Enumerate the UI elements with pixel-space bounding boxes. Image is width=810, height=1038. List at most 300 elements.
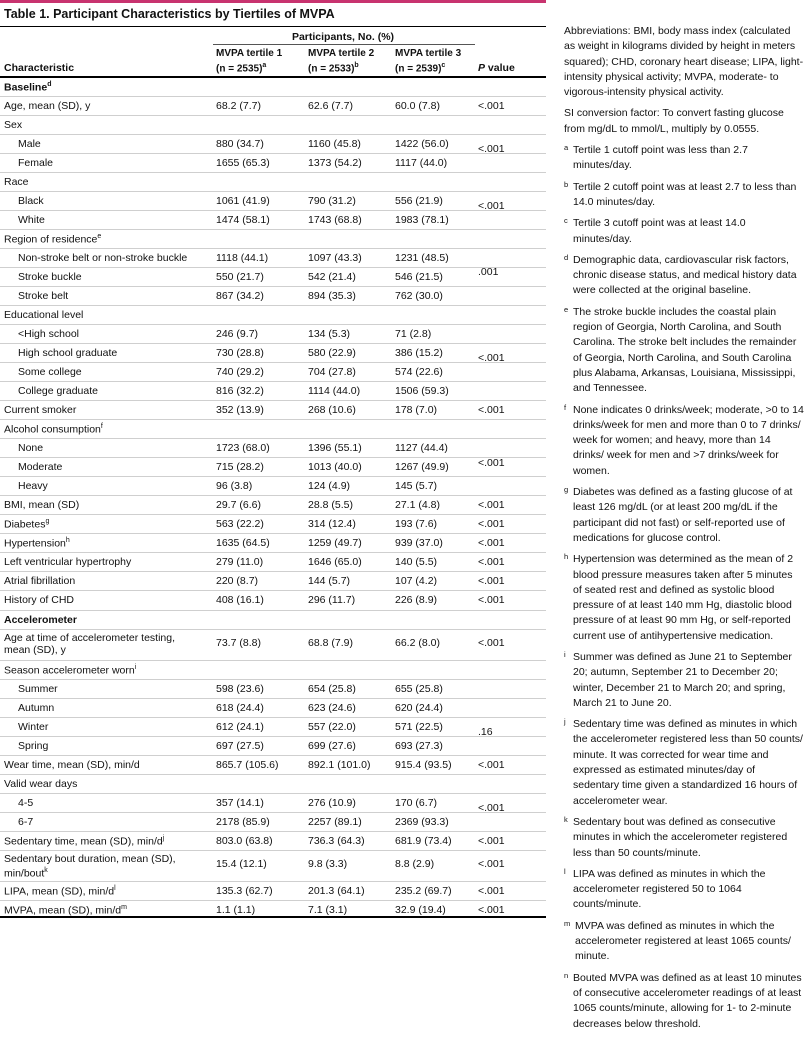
cell-tertile1: 816 (32.2) (216, 385, 264, 397)
characteristic-header: Characteristic (4, 62, 75, 74)
row-label (18, 461, 62, 473)
group-pvalue: <.001 (478, 143, 505, 155)
note-h (564, 552, 804, 644)
table-row-sex (0, 115, 546, 134)
row-label-text: Age at time of accelerometer testing, mean (SD), y (4, 632, 175, 656)
row-label (18, 385, 98, 397)
cell-tertile3: 762 (30.0) (395, 290, 443, 302)
cell-tertile2: 623 (24.6) (308, 702, 356, 714)
cell-tertile1: 279 (11.0) (216, 556, 264, 568)
footnote-marker: m (121, 904, 127, 911)
cell-tertile2: 134 (5.3) (308, 328, 351, 340)
row-label-text: Age, mean (SD), y (4, 100, 91, 112)
cell-tertile3: 2369 (93.3) (395, 816, 449, 828)
row-label (4, 885, 116, 898)
row-label-text: Autumn (18, 702, 55, 714)
row-label-text: Season accelerometer worn (4, 664, 135, 677)
cell-tertile3: 235.2 (69.7) (395, 885, 452, 897)
footnote-marker: g (45, 518, 50, 525)
row-divider (0, 812, 546, 813)
row-divider (0, 514, 546, 515)
col2-line1: MVPA tertile 2 (308, 48, 375, 59)
group-pvalue: <.001 (478, 457, 505, 469)
table-row-sedtime (0, 831, 546, 850)
cell-tertile1: 1.1 (1.1) (216, 904, 256, 916)
note-marker: c (564, 216, 568, 226)
cell-tertile3: 193 (7.6) (395, 518, 438, 530)
row-divider (0, 191, 546, 192)
col1-line1: MVPA tertile 1 (216, 48, 283, 59)
cell-tertile1: 408 (16.1) (216, 594, 264, 606)
row-label-text: None (18, 442, 44, 454)
cell-tertile1: 618 (24.4) (216, 702, 264, 714)
table-row-white (0, 210, 546, 229)
row-label (18, 740, 48, 752)
table-row-d67 (0, 812, 546, 831)
pvalue-header-rest: value (485, 62, 515, 74)
title-rule (0, 26, 546, 27)
row-label-text: Sex (4, 119, 23, 131)
cell-tertile2: 1259 (49.7) (308, 537, 362, 549)
row-divider (0, 343, 546, 344)
cell-pvalue: <.001 (478, 904, 505, 916)
cell-tertile1: 15.4 (12.1) (216, 858, 267, 870)
cell-tertile1: 68.2 (7.7) (216, 100, 261, 112)
footnote-marker: d (47, 81, 52, 88)
cell-tertile2: 1646 (65.0) (308, 556, 362, 568)
table-row-male (0, 134, 546, 153)
note-marker: f (564, 402, 567, 412)
note-b-text: Tertile 2 cutoff point was at least 2.7 to less than 14.0 minutes/day. (573, 180, 797, 208)
cell-tertile3: 1117 (44.0) (395, 157, 448, 169)
cell-tertile3: 66.2 (8.0) (395, 637, 440, 649)
cell-tertile3: 1127 (44.4) (395, 442, 448, 454)
table-row-baseline (0, 77, 546, 96)
cell-tertile1: 880 (34.7) (216, 138, 264, 150)
row-label-text: Summer (18, 683, 58, 695)
row-divider (0, 571, 546, 572)
note-marker: g (564, 485, 569, 495)
table-row-race (0, 172, 546, 191)
table-row-weartime (0, 755, 546, 774)
row-label (4, 537, 70, 550)
note-d-text: Demographic data, cardiovascular risk factors, chronic disease status, and medical history data were collected at the original baseline. (573, 253, 797, 297)
cell-tertile2: 704 (27.8) (308, 366, 356, 378)
row-label-text: LIPA, mean (SD), min/d (4, 885, 115, 898)
note-marker: b (564, 179, 569, 189)
cell-tertile2: 276 (10.9) (308, 797, 356, 809)
note-marker: n (564, 970, 569, 980)
row-label-text: Female (18, 157, 54, 169)
note-marker: j (564, 717, 566, 727)
footnote-marker: f (100, 423, 103, 430)
note-marker: m (564, 918, 571, 928)
table-row-somecol (0, 362, 546, 381)
cell-tertile1: 715 (28.2) (216, 461, 264, 473)
note-m-text: MVPA was defined as minutes in which the accelerometer registered at least 1065 counts/ minute. (575, 919, 791, 963)
col2-n: (n = 2533) (308, 62, 355, 74)
row-label (4, 81, 51, 94)
row-label-text: Spring (18, 740, 49, 752)
cell-tertile1: 1118 (44.1) (216, 252, 269, 264)
row-label (4, 575, 75, 587)
row-label-text: History of CHD (4, 594, 75, 606)
cell-tertile2: 201.3 (64.1) (308, 885, 365, 897)
row-label-text: High school graduate (18, 347, 118, 359)
row-divider (0, 629, 546, 630)
cell-pvalue: <.001 (478, 404, 505, 416)
row-label (18, 271, 82, 283)
row-label (18, 816, 33, 828)
row-label-text: Some college (18, 366, 82, 378)
group-pvalue: .16 (478, 726, 493, 738)
row-label (4, 853, 204, 880)
cell-tertile3: 693 (27.3) (395, 740, 443, 752)
row-label (4, 100, 90, 112)
note-e (564, 305, 804, 397)
row-label-text: 4-5 (18, 797, 34, 809)
row-label (18, 797, 33, 809)
cell-tertile1: 730 (28.8) (216, 347, 264, 359)
note-marker: i (564, 649, 566, 659)
note-abbreviations: Abbreviations: BMI, body mass index (calculated as weight in kilograms divided by height in meters squared); CHD, coronary heart disease; LIPA, light-intensity physical activity; MVPA, moderate- to vigorous-intensity physical activity. (564, 25, 804, 99)
row-label-text: Non-stroke belt or non-stroke buckle (18, 252, 188, 264)
cell-pvalue: <.001 (478, 858, 505, 870)
group-header-rule (213, 44, 475, 45)
row-label-text: Valid wear days (4, 778, 78, 790)
table-row-season (0, 660, 546, 679)
row-label (18, 366, 82, 378)
cell-tertile1: 1061 (41.9) (216, 195, 270, 207)
row-divider (0, 96, 546, 97)
row-divider (0, 476, 546, 477)
cell-pvalue: <.001 (478, 835, 505, 847)
note-c (564, 216, 804, 247)
col1-sup: a (262, 61, 267, 69)
cell-tertile3: 178 (7.0) (395, 404, 438, 416)
pvalue-header-p: P (478, 62, 486, 74)
cell-tertile3: 1267 (49.9) (395, 461, 449, 473)
row-divider (0, 286, 546, 287)
row-label (18, 214, 45, 226)
footnote-marker: h (65, 537, 70, 544)
row-label (18, 480, 48, 492)
cell-tertile1: 563 (22.2) (216, 518, 264, 530)
col2-sup: b (354, 61, 359, 69)
cell-pvalue: <.001 (478, 556, 505, 568)
row-label-text: Baseline (4, 81, 48, 94)
table-row-validdays (0, 774, 546, 793)
row-label (4, 556, 131, 568)
cell-tertile2: 124 (4.9) (308, 480, 351, 492)
row-label-text: Stroke belt (18, 290, 69, 302)
row-label-text: Heavy (18, 480, 48, 492)
cell-tertile3: 1231 (48.5) (395, 252, 449, 264)
cell-tertile1: 612 (24.1) (216, 721, 264, 733)
note-f-text: None indicates 0 drinks/week; moderate, >0 to 14 drinks/week for men and more than 0 to 7 drinks/ week for women; and heavy, more than 14 drinks/ week for men and >7 drinks/week for women. (573, 403, 804, 477)
row-label-text: Left ventricular hypertrophy (4, 556, 132, 568)
row-label-text: Stroke buckle (18, 271, 82, 283)
cell-tertile3: 170 (6.7) (395, 797, 438, 809)
cell-pvalue: <.001 (478, 518, 505, 530)
table-row-buckle (0, 267, 546, 286)
cell-tertile2: 894 (35.3) (308, 290, 356, 302)
note-marker: d (564, 252, 569, 262)
cell-tertile3: 1983 (78.1) (395, 214, 449, 226)
row-label (4, 632, 204, 656)
cell-tertile1: 740 (29.2) (216, 366, 264, 378)
row-label (4, 499, 79, 511)
row-divider (0, 172, 546, 173)
table-row-lvh (0, 552, 546, 571)
row-divider (0, 850, 546, 851)
note-h-text: Hypertension was determined as the mean of 2 blood pressure measures taken after 5 minutes of seated rest and defined as systolic blood pressure of at least 140 mm Hg, diastolic blood pressure of at least 90 mm Hg, or self-reported current use of antihypertensive medication. (573, 553, 794, 642)
note-l (564, 867, 804, 913)
cell-tertile3: 226 (8.9) (395, 594, 438, 606)
cell-tertile1: 598 (23.6) (216, 683, 264, 695)
row-label (4, 404, 76, 416)
table-row-female (0, 153, 546, 172)
row-label (18, 683, 58, 695)
cell-tertile3: 71 (2.8) (395, 328, 432, 340)
table-row-region (0, 229, 546, 248)
col3-line1: MVPA tertile 3 (395, 48, 462, 59)
table-title: Table 1. Participant Characteristics by Tiertiles of MVPA (4, 7, 335, 21)
cell-tertile1: 96 (3.8) (216, 480, 253, 492)
cell-tertile3: 571 (22.5) (395, 721, 443, 733)
row-divider (0, 457, 546, 458)
row-label-text: Hypertension (4, 537, 66, 550)
row-divider (0, 324, 546, 325)
cell-pvalue: <.001 (478, 100, 505, 112)
row-divider (0, 660, 546, 661)
group-pvalue: <.001 (478, 200, 505, 212)
cell-tertile1: 1474 (58.1) (216, 214, 270, 226)
note-e-text: The stroke buckle includes the coastal plain region of Georgia, North Carolina, and South Carolina. The stroke belt includes the remainder of Georgia, North Carolina, and South Carolina plus Alabama, Arkansas, Louisiana, Mississippi, and Tennessee. (573, 305, 797, 395)
table-row-chd (0, 590, 546, 609)
row-label-text: Sedentary bout duration, mean (SD), min/bout (4, 853, 176, 880)
table-row-belt (0, 286, 546, 305)
cell-tertile1: 2178 (85.9) (216, 816, 270, 828)
note-i-text: Summer was defined as June 21 to September 20; autumn, September 21 to December 20; winter, December 21 to March 20; and spring, March 21 to June 20. (573, 650, 792, 709)
row-divider (0, 881, 546, 882)
note-f (564, 403, 804, 479)
group-pvalue: <.001 (478, 352, 505, 364)
row-divider (0, 679, 546, 680)
table-row-alcohol (0, 419, 546, 438)
cell-tertile2: 296 (11.7) (308, 594, 356, 606)
cell-tertile1: 1635 (64.5) (216, 537, 270, 549)
row-divider (0, 248, 546, 249)
row-divider (0, 362, 546, 363)
row-divider (0, 698, 546, 699)
footnote-marker: i (134, 664, 137, 671)
note-si-conversion: SI conversion factor: To convert fasting glucose from mg/dL to mmol/L, multiply by 0.0555. (564, 107, 784, 135)
row-label-text: Diabetes (4, 518, 46, 531)
note-marker: k (564, 814, 568, 824)
col-header-tertile2 (308, 48, 374, 74)
cell-pvalue: <.001 (478, 499, 505, 511)
cell-tertile2: 736.3 (64.3) (308, 835, 365, 847)
cell-tertile2: 62.6 (7.7) (308, 100, 353, 112)
footnote-marker: k (44, 867, 48, 874)
cell-tertile3: 655 (25.8) (395, 683, 443, 695)
cell-tertile2: 557 (22.0) (308, 721, 356, 733)
cell-tertile1: 865.7 (105.6) (216, 759, 279, 771)
row-label-text: Male (18, 138, 41, 150)
title-accent-bar (0, 0, 546, 3)
table-row-moderate (0, 457, 546, 476)
row-label-text: Educational level (4, 309, 84, 321)
row-label-text: 6-7 (18, 816, 34, 828)
row-divider (0, 552, 546, 553)
row-divider (0, 533, 546, 534)
footnote-marker: l (114, 885, 116, 892)
table-row-lths (0, 324, 546, 343)
cell-tertile3: 939 (37.0) (395, 537, 443, 549)
cell-tertile3: 1422 (56.0) (395, 138, 449, 150)
row-label-text: Wear time, mean (SD), min/d (4, 759, 140, 771)
row-divider (0, 831, 546, 832)
note-g (564, 485, 804, 546)
cell-tertile3: 1506 (59.3) (395, 385, 449, 397)
cell-pvalue: <.001 (478, 885, 505, 897)
cell-tertile3: 546 (21.5) (395, 271, 443, 283)
note-i (564, 650, 804, 711)
table-row-afib (0, 571, 546, 590)
col3-line2 (395, 60, 461, 75)
row-label-text: Current smoker (4, 404, 77, 416)
row-label (18, 157, 53, 169)
cell-tertile2: 1743 (68.8) (308, 214, 362, 226)
row-divider (0, 153, 546, 154)
cell-tertile1: 29.7 (6.6) (216, 499, 261, 511)
cell-tertile2: 268 (10.6) (308, 404, 356, 416)
note-n-text: Bouted MVPA was defined as at least 10 minutes of consecutive accelerometer readings of at least 1065 counts/minute, allowing for 1- to 2-minute decreases below threshold. (573, 971, 802, 1030)
col3-sup: c (441, 61, 446, 69)
cell-tertile3: 140 (5.5) (395, 556, 438, 568)
note-c-text: Tertile 3 cutoff point was at least 14.0 minutes/day. (573, 217, 746, 245)
table-row-htn (0, 533, 546, 552)
note-j-text: Sedentary time was defined as minutes in which the accelerometer registered less than 50 counts/ minute. It was corrected for wear time and expressed as estimated minutes/day of sedentary time given a standardized 16 hours of accelerometer wear. (573, 718, 803, 807)
group-pvalue: .001 (478, 266, 499, 278)
cell-tertile2: 892.1 (101.0) (308, 759, 371, 771)
cell-tertile2: 654 (25.8) (308, 683, 356, 695)
cell-tertile2: 580 (22.9) (308, 347, 356, 359)
row-divider (0, 210, 546, 211)
row-label-text: BMI, mean (SD) (4, 499, 80, 511)
table-row-smoker (0, 400, 546, 419)
cell-tertile2: 699 (27.6) (308, 740, 356, 752)
row-label (4, 778, 77, 790)
table-row-black (0, 191, 546, 210)
cell-tertile2: 2257 (89.1) (308, 816, 362, 828)
table-row-hsg (0, 343, 546, 362)
cell-tertile2: 1013 (40.0) (308, 461, 362, 473)
table-row-sedbout (0, 850, 546, 880)
cell-tertile1: 357 (14.1) (216, 797, 264, 809)
row-label (18, 252, 187, 264)
note-b (564, 180, 804, 211)
table-row-colgrad (0, 381, 546, 400)
cell-tertile2: 144 (5.7) (308, 575, 351, 587)
row-label-text: Atrial fibrillation (4, 575, 76, 587)
cell-tertile2: 7.1 (3.1) (308, 904, 348, 916)
table-row-accel (0, 610, 546, 629)
row-label (18, 721, 48, 733)
cell-tertile2: 28.8 (5.5) (308, 499, 353, 511)
row-divider (0, 134, 546, 135)
cell-pvalue: <.001 (478, 594, 505, 606)
table-bottom-rule (0, 916, 546, 918)
row-label (18, 347, 117, 359)
cell-tertile2: 790 (31.2) (308, 195, 356, 207)
table-row-diabetes (0, 514, 546, 533)
note-j (564, 717, 804, 809)
table-row-autumn (0, 698, 546, 717)
note-a (564, 143, 804, 174)
cell-tertile3: 386 (15.2) (395, 347, 443, 359)
row-label (4, 664, 136, 677)
pvalue-header (478, 62, 515, 74)
footnotes (564, 24, 804, 1038)
row-divider (0, 774, 546, 775)
cell-pvalue: <.001 (478, 759, 505, 771)
cell-tertile2: 1160 (45.8) (308, 138, 361, 150)
cell-tertile1: 135.3 (62.7) (216, 885, 273, 897)
footnote-marker: e (97, 233, 102, 240)
row-divider (0, 717, 546, 718)
row-label (18, 328, 79, 340)
row-divider (0, 736, 546, 737)
row-divider (0, 267, 546, 268)
note-marker: h (564, 552, 569, 562)
cell-tertile3: 574 (22.6) (395, 366, 443, 378)
row-label (4, 423, 103, 436)
col1-line2 (216, 60, 282, 75)
note-k (564, 815, 804, 861)
cell-tertile3: 556 (21.9) (395, 195, 443, 207)
row-divider (0, 590, 546, 591)
cell-pvalue: <.001 (478, 537, 505, 549)
cell-tertile1: 1723 (68.0) (216, 442, 270, 454)
row-label-text: Black (18, 195, 44, 207)
cell-tertile2: 314 (12.4) (308, 518, 356, 530)
row-label (18, 442, 43, 454)
row-label (4, 518, 49, 531)
cell-tertile3: 107 (4.2) (395, 575, 438, 587)
note-k-text: Sedentary bout was defined as consecutive minutes in which the accelerometer registered less than 50 counts/minute. (573, 815, 788, 859)
cell-pvalue: <.001 (478, 575, 505, 587)
note-marker: l (564, 866, 566, 876)
cell-tertile3: 27.1 (4.8) (395, 499, 440, 511)
table-row-d45 (0, 793, 546, 812)
row-label-text: MVPA, mean (SD), min/d (4, 904, 122, 917)
row-label-text: Region of residence (4, 233, 98, 246)
cell-tertile1: 803.0 (63.8) (216, 835, 273, 847)
row-divider (0, 419, 546, 420)
table-row-bmi (0, 495, 546, 514)
row-divider (0, 400, 546, 401)
table-row-nonstroke (0, 248, 546, 267)
row-divider (0, 229, 546, 230)
note-l-text: LIPA was defined as minutes in which the accelerometer registered 50 to 1064 counts/minute. (573, 867, 766, 911)
row-label (4, 594, 74, 606)
cell-tertile3: 8.8 (2.9) (395, 858, 435, 870)
cell-tertile1: 867 (34.2) (216, 290, 264, 302)
row-label (4, 309, 83, 321)
row-label (4, 835, 164, 848)
